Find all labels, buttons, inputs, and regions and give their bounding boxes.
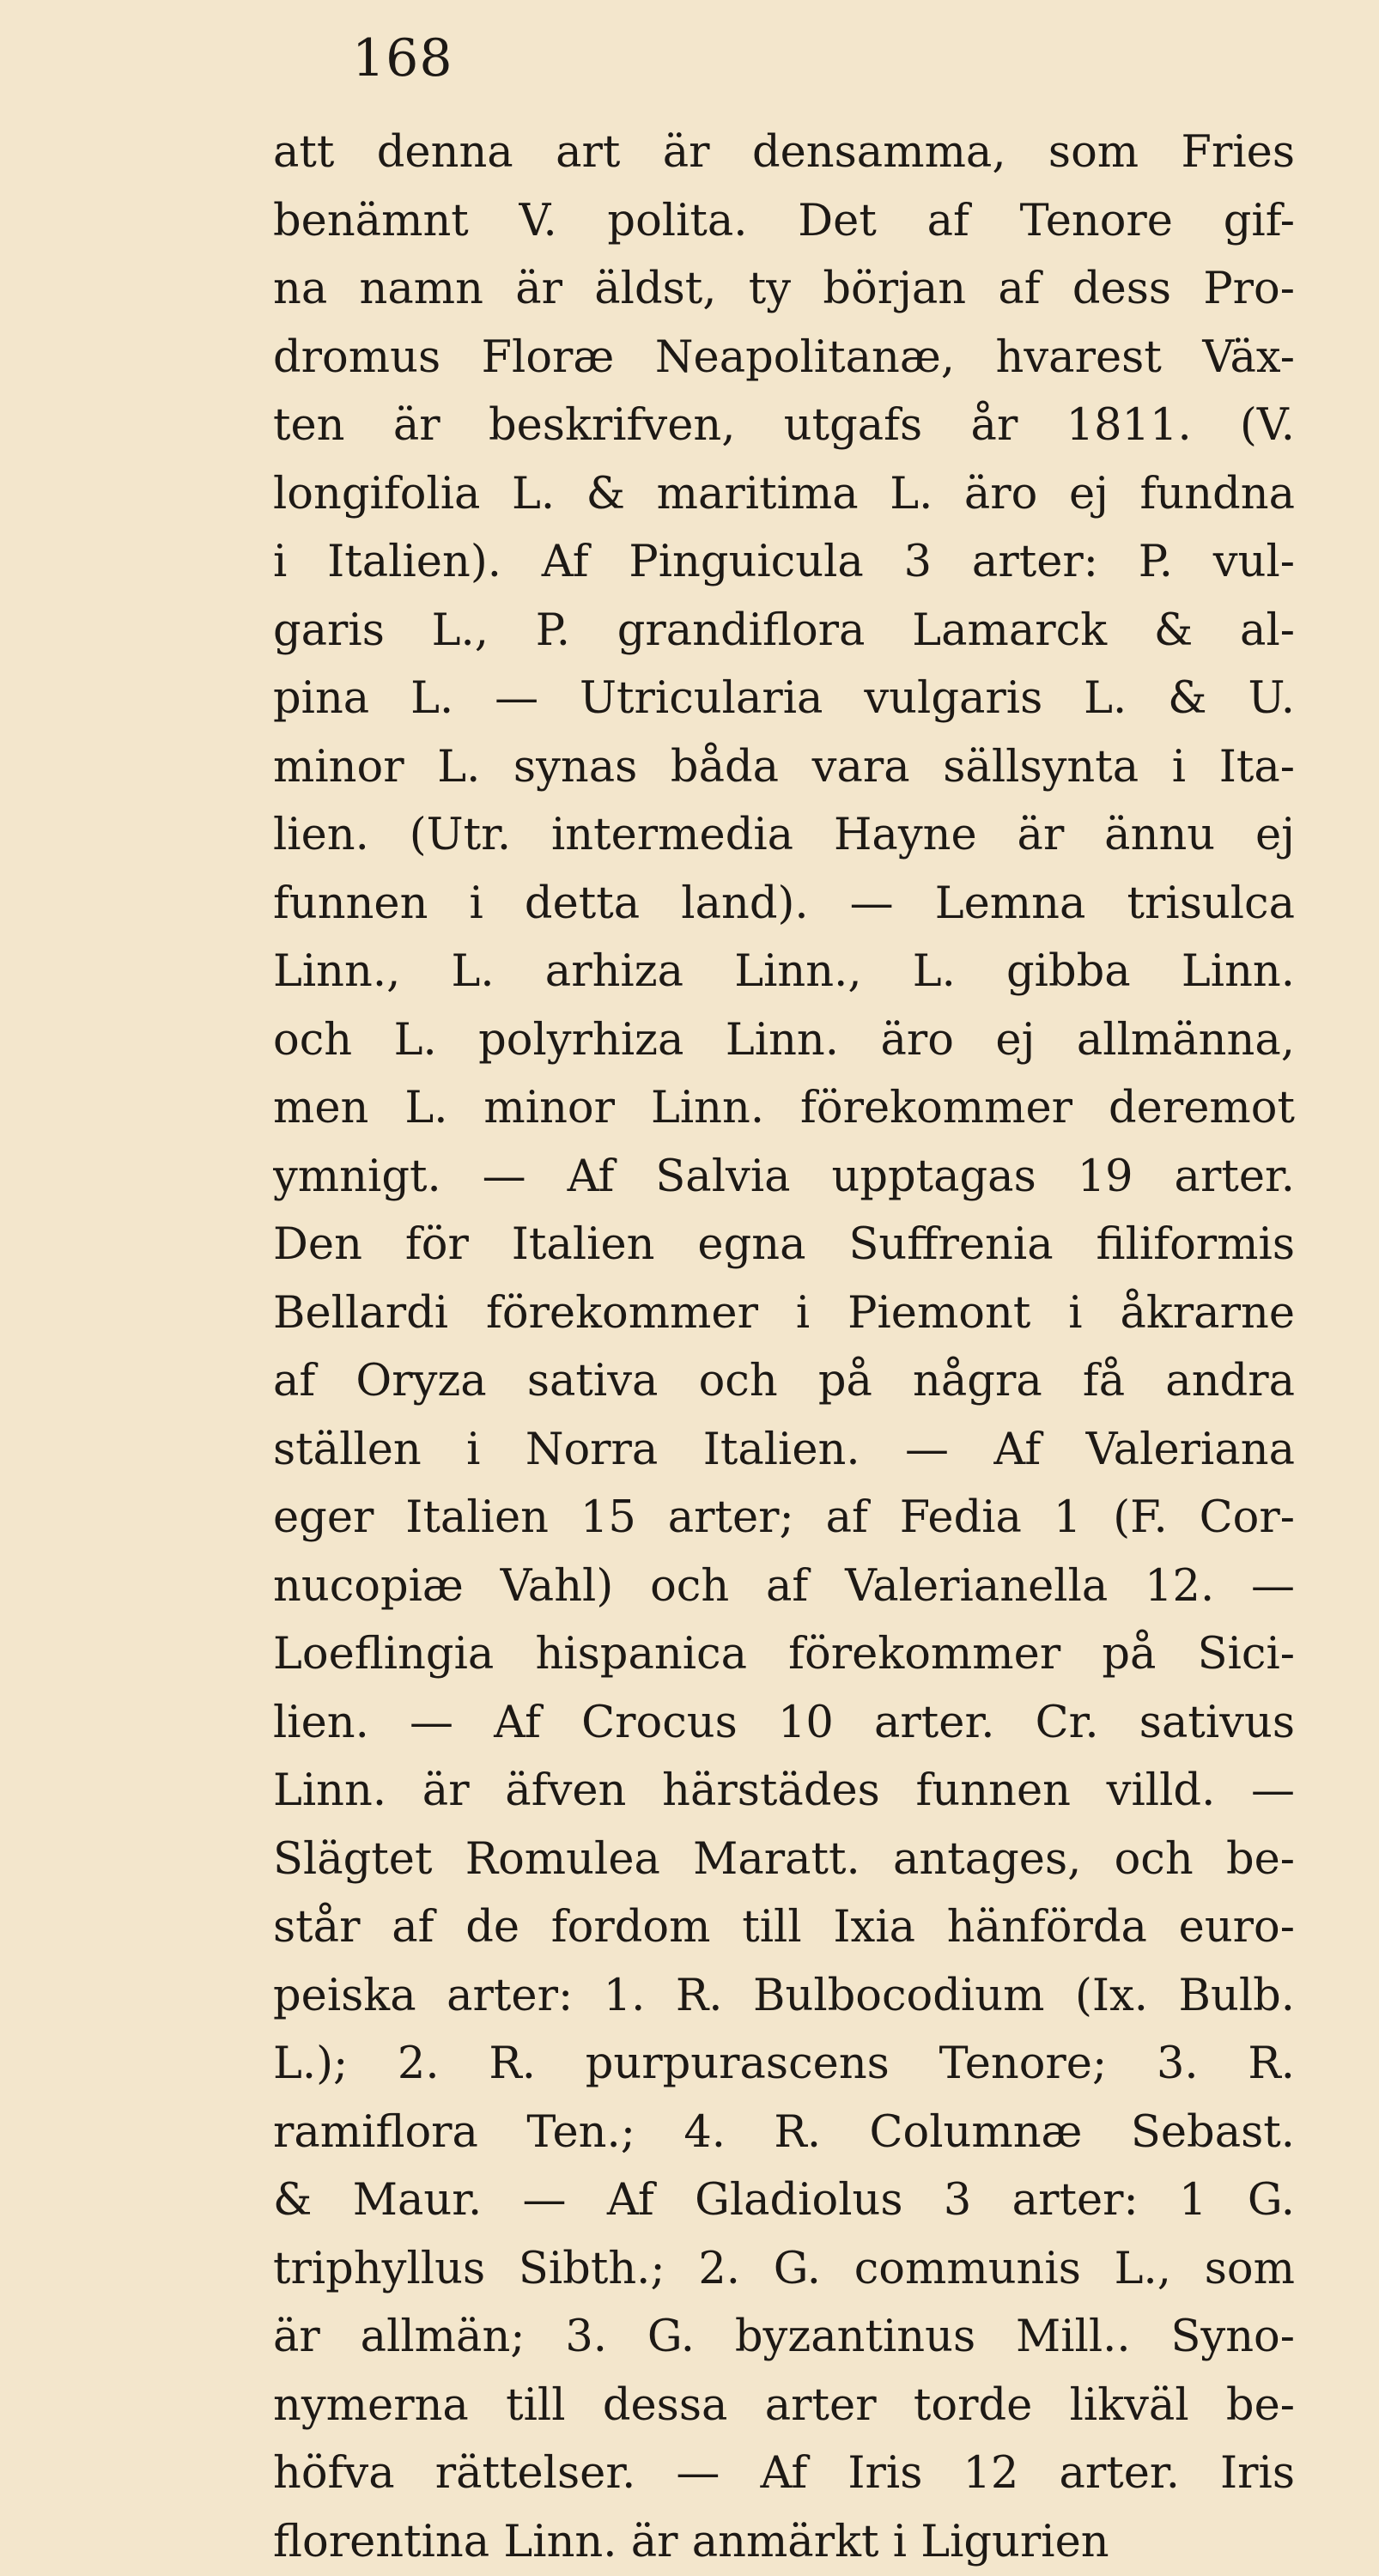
text-line: peiska arter: 1. R. Bulbocodium (Ix. Bulb. bbox=[273, 1962, 1295, 2031]
text-line: eger Italien 15 arter; af Fedia 1 (F. Cor- bbox=[273, 1484, 1295, 1552]
text-line: benämnt V. polita. Det af Tenore gif- bbox=[273, 187, 1295, 256]
page-number: 168 bbox=[352, 33, 453, 84]
text-line: & Maur. — Af Gladiolus 3 arter: 1 G. bbox=[273, 2166, 1295, 2235]
text-line: lien. (Utr. intermedia Hayne är ännu ej bbox=[273, 801, 1295, 870]
text-line: garis L., P. grandiflora Lamarck & al- bbox=[273, 597, 1295, 665]
text-line: L.); 2. R. purpurascens Tenore; 3. R. bbox=[273, 2030, 1295, 2099]
text-line: triphyllus Sibth.; 2. G. communis L., som bbox=[273, 2235, 1295, 2304]
text-line: men L. minor Linn. förekommer deremot bbox=[273, 1074, 1295, 1143]
text-line: Linn., L. arhiza Linn., L. gibba Linn. bbox=[273, 938, 1295, 1006]
text-line: ställen i Norra Italien. — Af Valeriana bbox=[273, 1416, 1295, 1485]
text-line: Slägtet Romulea Maratt. antages, och be- bbox=[273, 1826, 1295, 1894]
text-line: ten är beskrifven, utgafs år 1811. (V. bbox=[273, 392, 1295, 460]
text-line: nymerna till dessa arter torde likväl be- bbox=[273, 2372, 1295, 2440]
text-line: i Italien). Af Pinguicula 3 arter: P. vul- bbox=[273, 528, 1295, 597]
text-line: minor L. synas båda vara sällsynta i Ita- bbox=[273, 733, 1295, 802]
text-line: lien. — Af Crocus 10 arter. Cr. sativus bbox=[273, 1689, 1295, 1758]
text-line: Den för Italien egna Suffrenia filiformis bbox=[273, 1211, 1295, 1279]
text-line: höfva rättelser. — Af Iris 12 arter. Iris bbox=[273, 2439, 1295, 2508]
text-line: och L. polyrhiza Linn. äro ej allmänna, bbox=[273, 1006, 1295, 1075]
text-line: är allmän; 3. G. byzantinus Mill.. Syno- bbox=[273, 2303, 1295, 2372]
text-line: ymnigt. — Af Salvia upptagas 19 arter. bbox=[273, 1143, 1295, 1212]
text-line: na namn är äldst, ty början af dess Pro- bbox=[273, 255, 1295, 324]
text-line: longifolia L. & maritima L. äro ej fundna bbox=[273, 460, 1295, 529]
body-text bbox=[273, 118, 1295, 2576]
text-line: att denna art är densamma, som Fries bbox=[273, 118, 1295, 187]
text-line: Loeflingia hispanica förekommer på Sici- bbox=[273, 1620, 1295, 1689]
text-line: står af de fordom till Ixia hänförda euro- bbox=[273, 1893, 1295, 1962]
text-line: funnen i detta land). — Lemna trisulca bbox=[273, 870, 1295, 939]
text-line: ramiflora Ten.; 4. R. Columnæ Sebast. bbox=[273, 2099, 1295, 2167]
text-line-last: florentina Linn. är anmärkt i Ligurien bbox=[273, 2508, 1295, 2576]
text-line: nucopiæ Vahl) och af Valerianella 12. — bbox=[273, 1552, 1295, 1621]
text-line: af Oryza sativa och på några få andra bbox=[273, 1347, 1295, 1416]
text-line: dromus Floræ Neapolitanæ, hvarest Väx- bbox=[273, 324, 1295, 392]
text-line: Linn. är äfven härstädes funnen villd. — bbox=[273, 1757, 1295, 1826]
text-line: Bellardi förekommer i Piemont i åkrarne bbox=[273, 1279, 1295, 1348]
text-line: pina L. — Utricularia vulgaris L. & U. bbox=[273, 665, 1295, 733]
